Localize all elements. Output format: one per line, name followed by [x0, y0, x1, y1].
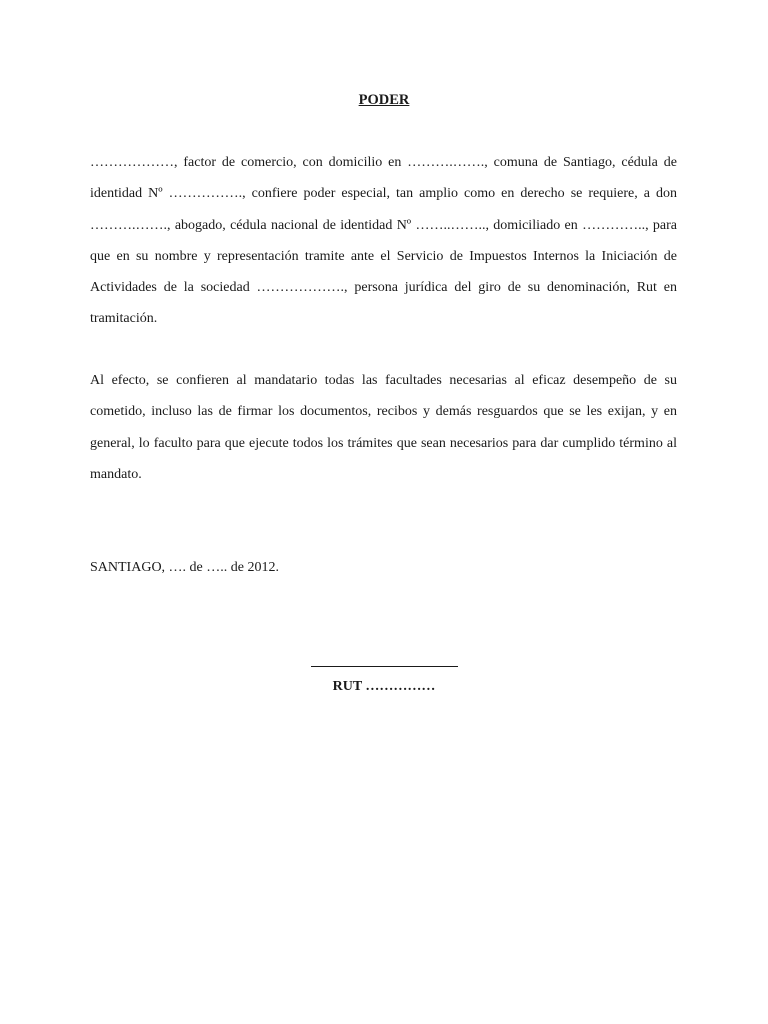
- signature-label: RUT ……………: [332, 679, 436, 694]
- paragraph-grant-of-power: ………………, factor de comercio, con domicilio en ……….……., comuna de Santiago, cédula de identidad Nº ……………., confiere poder especial, tan amplio como en derecho se requiere, a don ……….……., abogado, cédula nacional de identidad Nº ……..…….., domiciliado en ………….., para que en su nombre y representación tramite ante el Servicio de Impuestos Internos la Iniciación de Actividades de la sociedad ………………., persona jurídica del giro de su denominación, Rut en tramitación.: [90, 155, 677, 327]
- place-and-date: SANTIAGO, …. de ….. de 2012.: [90, 560, 279, 575]
- document-title: PODER: [358, 92, 410, 108]
- paragraph-powers-conferred: Al efecto, se confieren al mandatario todas las facultades necesarias al eficaz desempeño de su cometido, incluso las de firmar los documentos, recibos y demás resguardos que se les exijan, y en general, lo faculto para que ejecute todos los trámites que sean necesarios para dar cumplido término al mandato.: [90, 373, 677, 482]
- signature-line: [311, 666, 458, 667]
